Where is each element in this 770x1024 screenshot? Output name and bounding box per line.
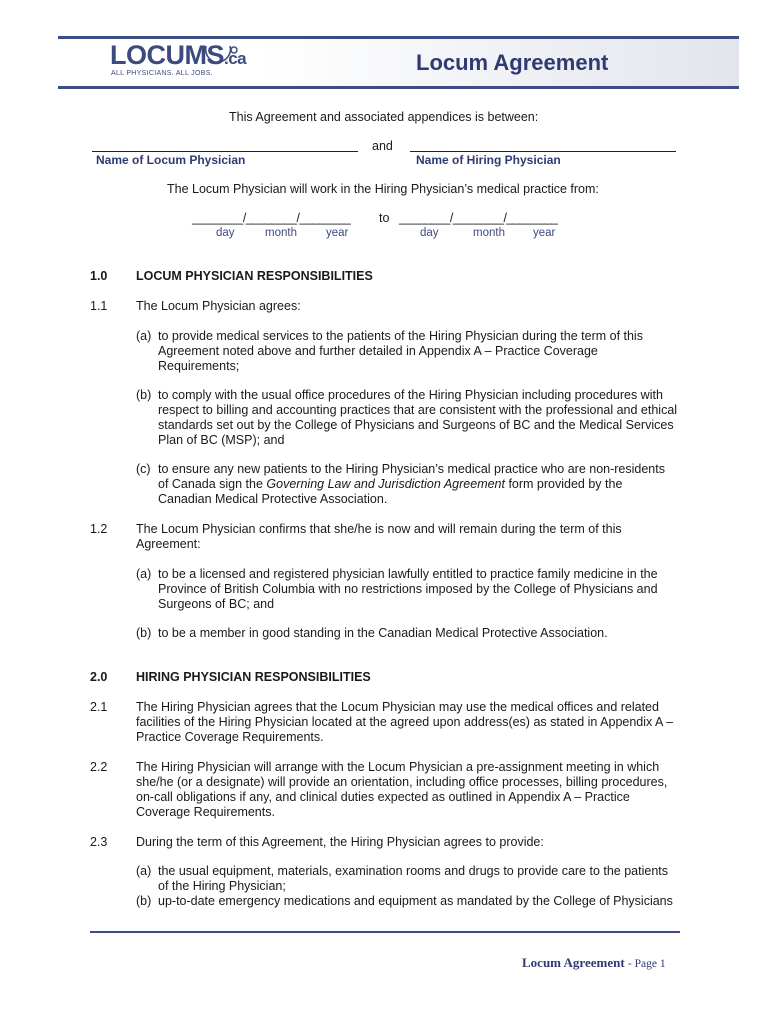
from-day-label: day <box>216 227 235 239</box>
work-text: The Locum Physician will work in the Hiring Physician’s medical practice from: <box>167 182 599 196</box>
to-month-label: month <box>473 227 505 239</box>
between-text: This Agreement and associated appendices is between: <box>229 110 539 124</box>
clause-1-2-a-label: (a) <box>136 567 152 581</box>
clause-2-3-a-text: the usual equipment, materials, examination rooms and drugs to provide care to the patients of the Hiring Physician; <box>158 864 669 893</box>
locum-name-label: Name of Locum Physician <box>96 153 246 167</box>
logo-text: LOCUMS <box>110 40 224 70</box>
hiring-name-label: Name of Hiring Physician <box>416 153 561 167</box>
to-day-label: day <box>420 227 439 239</box>
clause-1-2-text: The Locum Physician confirms that she/he is now and will remain during the term of this Agreement: <box>136 522 622 551</box>
clause-1-1-c-label: (c) <box>136 462 151 476</box>
from-month-label: month <box>265 227 297 239</box>
footer-rule <box>90 931 680 933</box>
document-title: Locum Agreement <box>416 50 609 75</box>
clause-1-1-a-label: (a) <box>136 329 152 343</box>
clause-1-1-text: The Locum Physician agrees: <box>136 299 301 313</box>
clause-2-1-number: 2.1 <box>90 700 108 714</box>
section-2-heading: HIRING PHYSICIAN RESPONSIBILITIES <box>136 670 371 684</box>
logo-tagline: ALL PHYSICIANS. ALL JOBS. <box>111 70 213 77</box>
clause-2-1-text: The Hiring Physician agrees that the Locum Physician may use the medical offices and related facilities of the Hiring Physician located at the agreed upon address(es) as stated in Appendix A – Practice Coverage Requirements. <box>136 700 674 744</box>
locum-name-line[interactable] <box>92 151 358 152</box>
to-text: to <box>379 211 390 225</box>
clause-1-1-c-post: form provided by the Canadian Medical Protective Association. <box>158 477 623 506</box>
clause-1-1-a-text: to provide medical services to the patients of the Hiring Physician during the term of this Agreement noted above and further detailed in Appendix A – Practice Coverage Requirements; <box>158 329 643 373</box>
from-year-label: year <box>326 227 349 239</box>
clause-1-1-b-text: to comply with the usual office procedures of the Hiring Physician including procedures with respect to billing and accounting practices that are consistent with the professional and ethical standards set out by the College of Physicians and Surgeons of BC and the Medical Services Plan of BC (MSP); and <box>158 388 678 447</box>
to-year-label: year <box>533 227 556 239</box>
page-footer <box>522 955 666 971</box>
clause-2-2-text: The Hiring Physician will arrange with the Locum Physician a pre-assignment meeting in which she/he (or a designate) will provide an orientation, including office processes, billing procedures, on-call obligations if any, and clinical duties expected as outlined in Appendix A – Practice Coverage Requirements. <box>136 760 668 819</box>
hiring-name-line[interactable] <box>410 151 676 152</box>
locums-logo <box>110 40 250 82</box>
governing-law-agreement-title: Governing Law and Jurisdiction Agreement <box>266 477 505 491</box>
section-2-number: 2.0 <box>90 670 108 684</box>
clause-1-1-c-text <box>158 462 678 507</box>
clause-2-3-b-text: up-to-date emergency medications and equipment as mandated by the College of Physicians <box>158 894 673 908</box>
section-1-number: 1.0 <box>90 269 108 283</box>
clause-1-2-a-text: to be a licensed and registered physician lawfully entitled to practice family medicine in the Province of British Columbia with no restrictions imposed by the College of Physicians and Surgeons of BC; and <box>158 567 658 611</box>
and-text: and <box>372 139 393 153</box>
header-top-rule <box>58 36 739 39</box>
clause-2-3-a-label: (a) <box>136 864 152 878</box>
footer-page-number: - Page 1 <box>627 958 666 970</box>
clause-1-2-b-text: to be a member in good standing in the Canadian Medical Protective Association. <box>158 626 608 640</box>
clause-1-2-number: 1.2 <box>90 522 108 536</box>
clause-1-1-number: 1.1 <box>90 299 108 313</box>
clause-2-3-number: 2.3 <box>90 835 108 849</box>
footer-title: Locum Agreement <box>522 955 625 970</box>
date-to-field[interactable]: ________/________/________ <box>399 211 558 225</box>
logo-suffix: .ca <box>224 49 247 68</box>
header-bottom-rule <box>58 86 739 89</box>
clause-1-1-b-label: (b) <box>136 388 152 402</box>
date-from-field[interactable]: ________/________/________ <box>192 211 351 225</box>
clause-1-1-c-pre: to ensure any new patients to the Hiring Physician’s medical practice who are non-residents of Canada sign the <box>158 462 665 491</box>
clause-2-2-number: 2.2 <box>90 760 108 774</box>
clause-2-3-text: During the term of this Agreement, the Hiring Physician agrees to provide: <box>136 835 544 849</box>
stethoscope-icon <box>202 42 242 72</box>
section-1-heading: LOCUM PHYSICIAN RESPONSIBILITIES <box>136 269 373 283</box>
clause-2-3-b-label: (b) <box>136 894 152 908</box>
clause-1-2-b-label: (b) <box>136 626 152 640</box>
